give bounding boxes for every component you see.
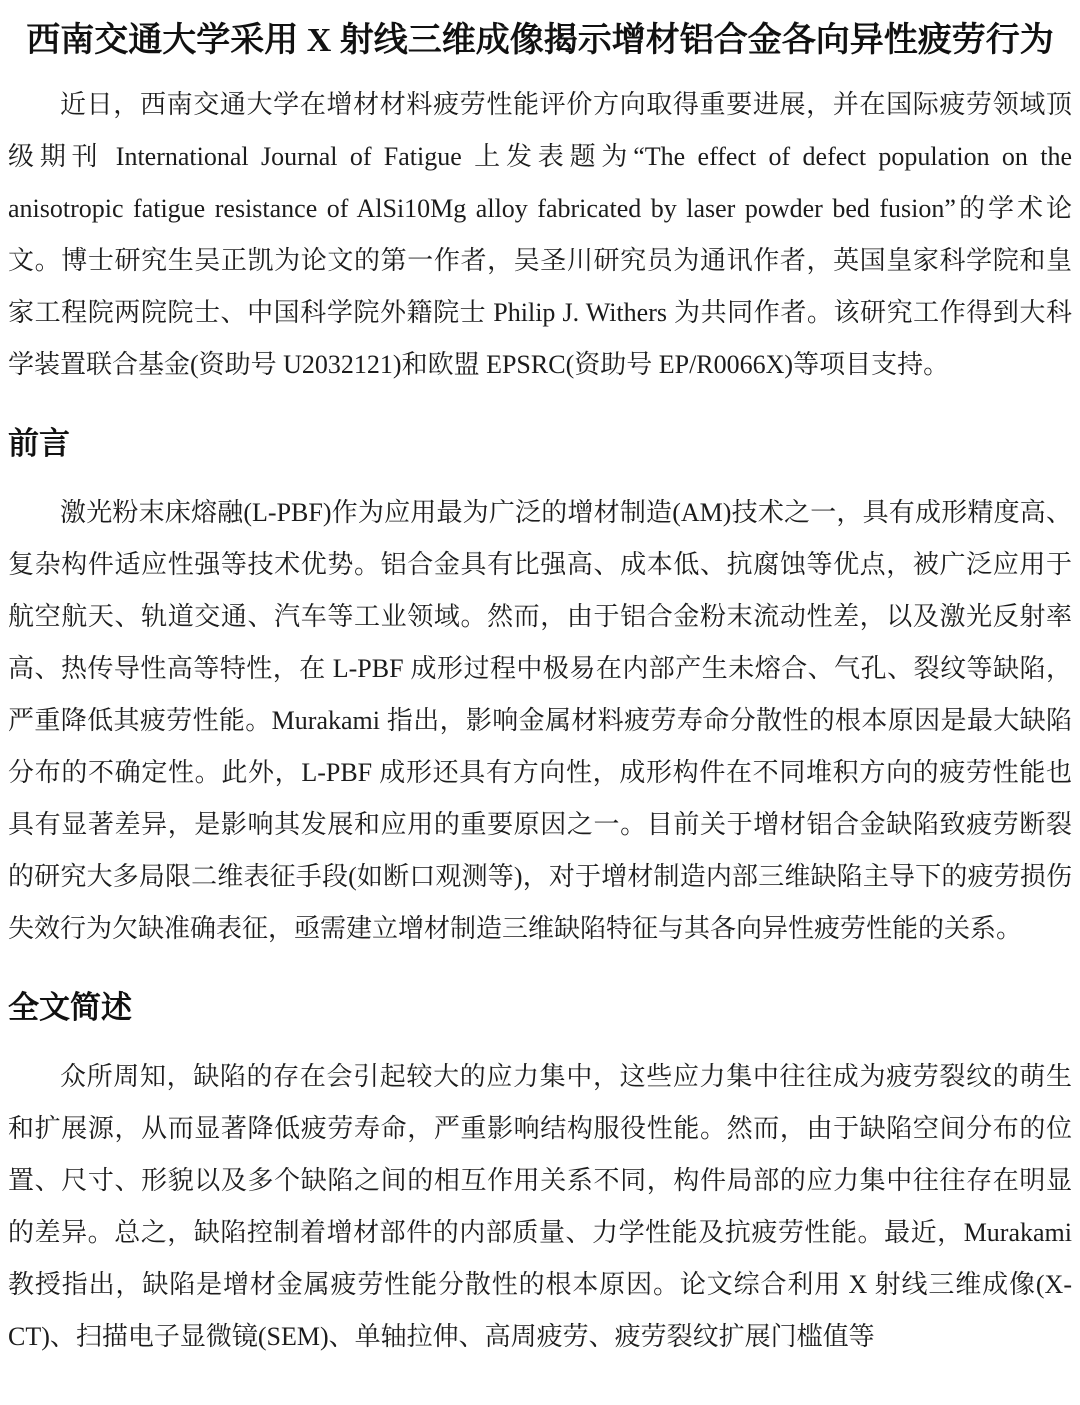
page-title: 西南交通大学采用 X 射线三维成像揭示增材铝合金各向异性疲劳行为: [26, 22, 1054, 59]
section-heading-summary: 全文简述: [8, 990, 132, 1026]
foreword-paragraph: 激光粉末床熔融(L-PBF)作为应用最为广泛的增材制造(AM)技术之一，具有成形精度高、复杂构件适应性强等技术优势。铝合金具有比强高、成本低、抗腐蚀等优点，被广泛应用于航空航天、轨道交通、汽车等工业领域。然而，由于铝合金粉末流动性差，以及激光反射率高、热传导性高等特性，在 L-PBF 成形过程中极易在内部产生未熔合、气孔、裂纹等缺陷，严重降低其疲劳性能。Murakami 指出，影响金属材料疲劳寿命分散性的根本原因是最大缺陷分布的不确定性。此外，L-PBF 成形还具有方向性，成形构件在不同堆积方向的疲劳性能也具有显著差异，是影响其发展和应用的重要原因之一。目前关于增材铝合金缺陷致疲劳断裂的研究大多局限二维表征手段(如断口观测等)，对于增材制造内部三维缺陷主导下的疲劳损伤失效行为欠缺准确表征，亟需建立增材制造三维缺陷特征与其各向异性疲劳性能的关系。: [8, 498, 1072, 944]
summary-paragraph: 众所周知，缺陷的存在会引起较大的应力集中，这些应力集中往往成为疲劳裂纹的萌生和扩展源，从而显著降低疲劳寿命，严重影响结构服役性能。然而，由于缺陷空间分布的位置、尺寸、形貌以及多个缺陷之间的相互作用关系不同，构件局部的应力集中往往存在明显的差异。总之，缺陷控制着增材部件的内部质量、力学性能及抗疲劳性能。最近，Murakami 教授指出，缺陷是增材金属疲劳性能分散性的根本原因。论文综合利用 X 射线三维成像(X-CT)、扫描电子显微镜(SEM)、单轴拉伸、高周疲劳、疲劳裂纹扩展门槛值等: [8, 1061, 1072, 1351]
section-heading-foreword: 前言: [8, 426, 70, 462]
intro-paragraph: 近日，西南交通大学在增材材料疲劳性能评价方向取得重要进展，并在国际疲劳领域顶级期刊 International Journal of Fatigue 上发表题为“The effect of defect population on the anisotropic fatigue resistance of AlSi10Mg alloy fabricated by laser powder bed fusion”的学术论文。博士研究生吴正凯为论文的第一作者，吴圣川研究员为通讯作者，英国皇家科学院和皇家工程院两院院士、中国科学院外籍院士 Philip J. Withers 为共同作者。该研究工作得到大科学装置联合基金(资助号 U2032121)和欧盟 EPSRC(资助号 EP/R0066X)等项目支持。: [8, 90, 1072, 380]
